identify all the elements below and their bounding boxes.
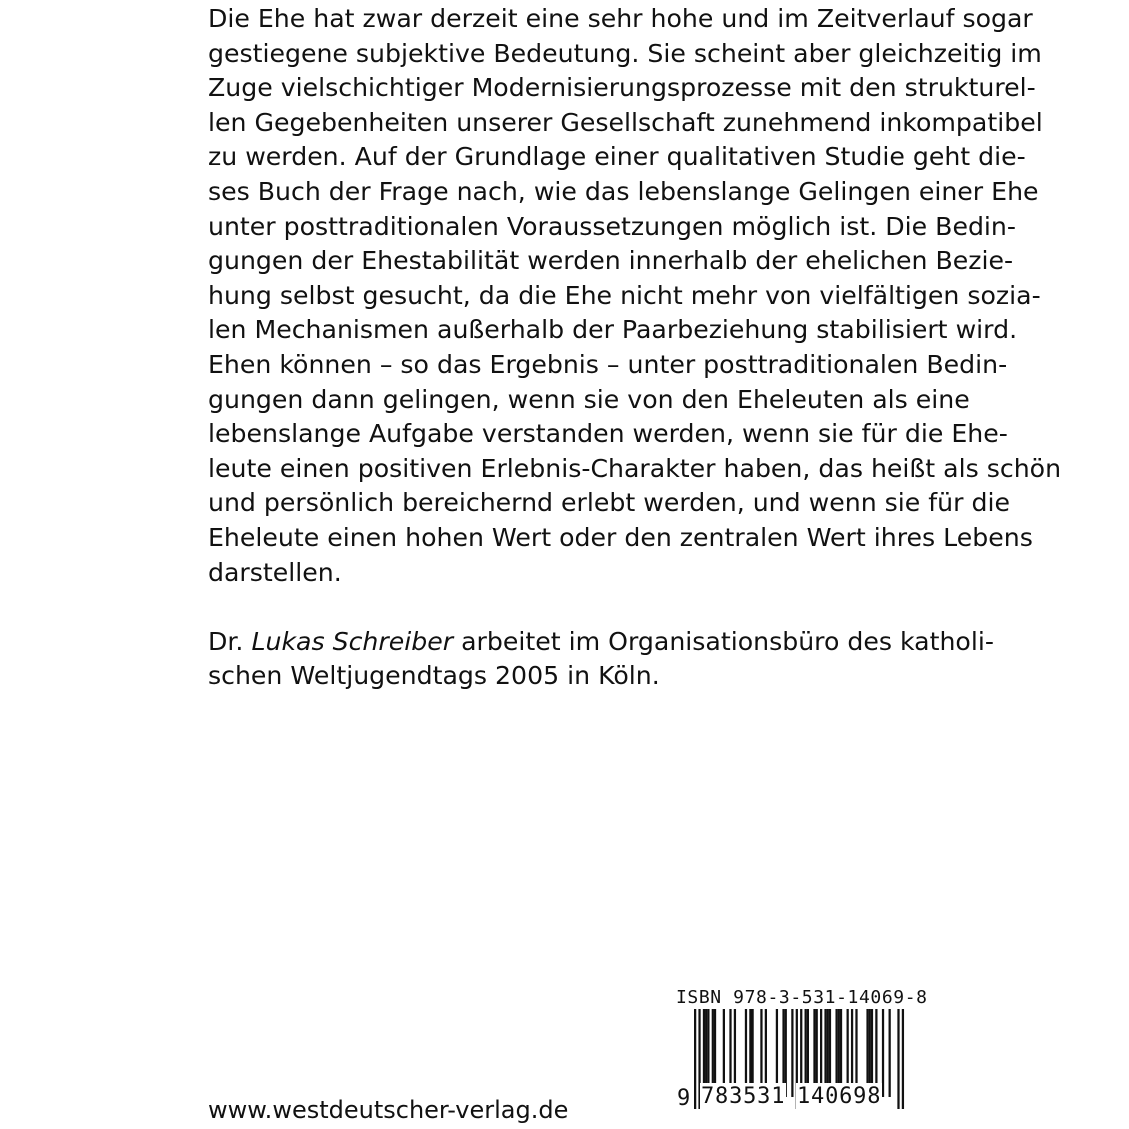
blurb-line: Eheleute einen hohen Wert oder den zentralen Wert ihres Lebens (208, 522, 1033, 552)
blurb-line: gungen der Ehestabilität werden innerhalb der ehelichen Bezie- (208, 246, 1014, 276)
publisher-website: www.westdeutscher-verlag.de (208, 1096, 569, 1124)
blurb-line: len Gegebenheiten unserer Gesellschaft zunehmend inkompatibel (208, 107, 1043, 137)
barcode-guard-bar (902, 1009, 904, 1109)
author-bio-text: arbeitet im Organisationsbüro des katholi- (453, 626, 994, 656)
blurb-line: Ehen können – so das Ergebnis – unter posttraditionalen Bedin- (208, 349, 1008, 379)
blurb-line: zu werden. Auf der Grundlage einer qualitativen Studie geht die- (208, 142, 1026, 172)
blurb-line: darstellen. (208, 557, 342, 587)
blurb-line: hung selbst gesucht, da die Ehe nicht mehr von vielfältigen sozia- (208, 280, 1041, 310)
isbn-barcode (676, 986, 926, 1126)
ean-left-digits: 783531 (701, 1084, 786, 1109)
author-bio-line: schen Weltjugendtags 2005 in Köln. (208, 661, 660, 691)
blurb-line: unter posttraditionalen Voraussetzungen möglich ist. Die Bedin- (208, 211, 1016, 241)
blurb-text-block (208, 2, 1062, 694)
author-title: Dr. (208, 626, 252, 656)
ean-right-digits: 140698 (797, 1084, 882, 1109)
blurb-line: Zuge vielschichtiger Modernisierungsprozesse mit den strukturel- (208, 73, 1036, 103)
blurb-line: leute einen positiven Erlebnis-Charakter haben, das heißt als schön (208, 453, 1062, 483)
isbn-label: ISBN 978-3-531-14069-8 (676, 987, 928, 1008)
blurb-line: ses Buch der Frage nach, wie das lebenslange Gelingen einer Ehe (208, 176, 1039, 206)
barcode-bar (791, 1009, 793, 1097)
blurb-line: len Mechanismen außerhalb der Paarbeziehung stabilisiert wird. (208, 315, 1018, 345)
barcode-guard-bar (897, 1009, 899, 1109)
barcode-guard-bar (694, 1009, 696, 1109)
ean-first-digit: 9 (677, 1086, 691, 1111)
barcode-bar (889, 1009, 891, 1097)
blurb-line: gungen dann gelingen, wenn sie von den Eheleuten als eine (208, 384, 970, 414)
author-name: Lukas Schreiber (251, 626, 454, 656)
author-bio-line (208, 625, 994, 660)
paragraph-spacer (208, 590, 924, 625)
blurb-line: lebenslange Aufgabe verstanden werden, wenn sie für die Ehe- (208, 419, 1008, 449)
blurb-line: gestiegene subjektive Bedeutung. Sie scheint aber gleichzeitig im (208, 38, 1042, 68)
blurb-line: und persönlich bereichernd erlebt werden, und wenn sie für die (208, 488, 1010, 518)
blurb-line: Die Ehe hat zwar derzeit eine sehr hohe und im Zeitverlauf sogar (208, 4, 1033, 33)
